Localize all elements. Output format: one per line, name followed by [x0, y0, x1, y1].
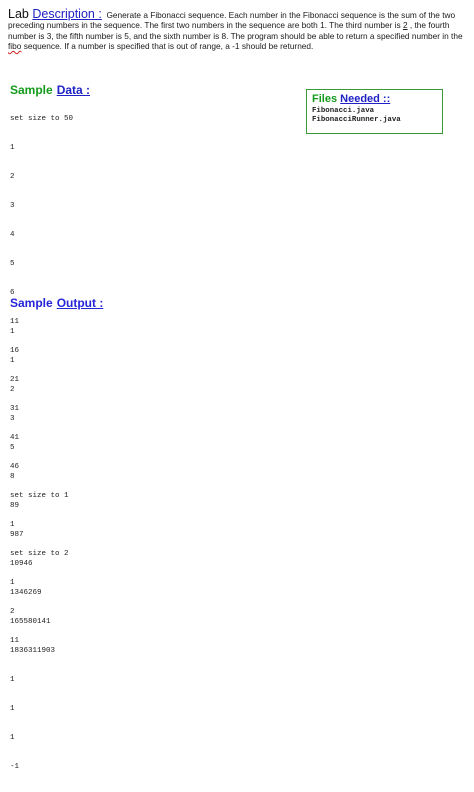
- sample-output-heading-link: Output :: [56, 296, 104, 310]
- sample-data-line: set size to 50: [10, 115, 74, 124]
- sample-output-line: 1: [10, 357, 15, 366]
- description-text-part-2: , the fourth number is 3, the fifth number is 5, and the sixth number is 8. The program should be able to return a specified number in the: [8, 20, 463, 41]
- sample-output-line: 1: [10, 733, 15, 742]
- sample-output-line: 3: [10, 415, 15, 424]
- sample-data-line: 21: [10, 376, 20, 385]
- sample-output-line: 1: [10, 704, 15, 713]
- sample-data-line: set size to 2: [10, 549, 69, 558]
- description-heading-link: Description :: [32, 7, 102, 21]
- sample-data-line: 11: [10, 636, 20, 645]
- sample-data-heading: [10, 83, 90, 97]
- file-name: Fibonacci.java: [312, 107, 375, 115]
- sample-data-line: set size to 1: [10, 491, 69, 500]
- files-needed-heading-link: Needed ::: [340, 93, 391, 105]
- sample-data-line: 3: [10, 202, 15, 211]
- lab-description: [8, 9, 468, 52]
- sample-output-line: 1: [10, 328, 15, 337]
- description-heading-label: Lab: [8, 7, 29, 21]
- sample-output-line: 987: [10, 531, 24, 540]
- sample-data-line: 11: [10, 318, 20, 327]
- sample-output-line: 10946: [10, 560, 33, 569]
- sample-data-line: 2: [10, 607, 15, 616]
- sample-data-line: 41: [10, 433, 20, 442]
- sample-data-line: 1: [10, 144, 15, 153]
- sample-output-line: 1: [10, 675, 15, 684]
- sample-data-heading-word: Sample: [10, 83, 53, 97]
- sample-data-line: 31: [10, 405, 20, 413]
- sample-data-line: 5: [10, 260, 15, 269]
- sample-output-line: -1: [10, 762, 20, 771]
- sample-data-line: 6: [10, 289, 15, 298]
- sample-data-line: 4: [10, 231, 15, 240]
- sample-data-line: 1: [10, 520, 15, 529]
- description-text-underlined-number: 2: [402, 20, 408, 31]
- sample-output-line: 165580141: [10, 618, 51, 626]
- sample-data-line: 16: [10, 347, 20, 356]
- sample-output-line: 1836311903: [10, 646, 56, 655]
- file-name: FibonacciRunner.java: [312, 116, 401, 125]
- description-heading: [8, 7, 102, 21]
- files-needed-heading-word: Files: [312, 93, 338, 105]
- sample-output-list: [10, 309, 55, 792]
- files-needed-list: [312, 107, 437, 125]
- sample-output-line: 1346269: [10, 589, 42, 598]
- description-text-part-3: sequence. If a number is specified that is out of range, a -1 should be returned.: [21, 41, 314, 52]
- sample-output-line: 5: [10, 444, 15, 453]
- description-text-spellcheck-word: fibo: [8, 41, 22, 52]
- sample-output-heading-word: Sample: [10, 296, 53, 310]
- sample-output-line: 89: [10, 502, 20, 511]
- sample-data-line: 46: [10, 462, 20, 471]
- sample-data-heading-link: Data :: [56, 83, 91, 97]
- files-needed-box: [306, 89, 443, 134]
- sample-data-line: 2: [10, 173, 15, 182]
- sample-data-line: 1: [10, 578, 15, 587]
- sample-output-heading: [10, 296, 103, 310]
- files-needed-heading: [312, 93, 437, 105]
- sample-output-line: 2: [10, 386, 15, 395]
- description-text-part-1: Generate a Fibonacci sequence. Each number in the Fibonacci sequence is the sum of the two preceding numbers in the sequence. The first two numbers in the sequence are both 1. The third number is: [8, 10, 456, 31]
- sample-output-line: 8: [10, 473, 15, 482]
